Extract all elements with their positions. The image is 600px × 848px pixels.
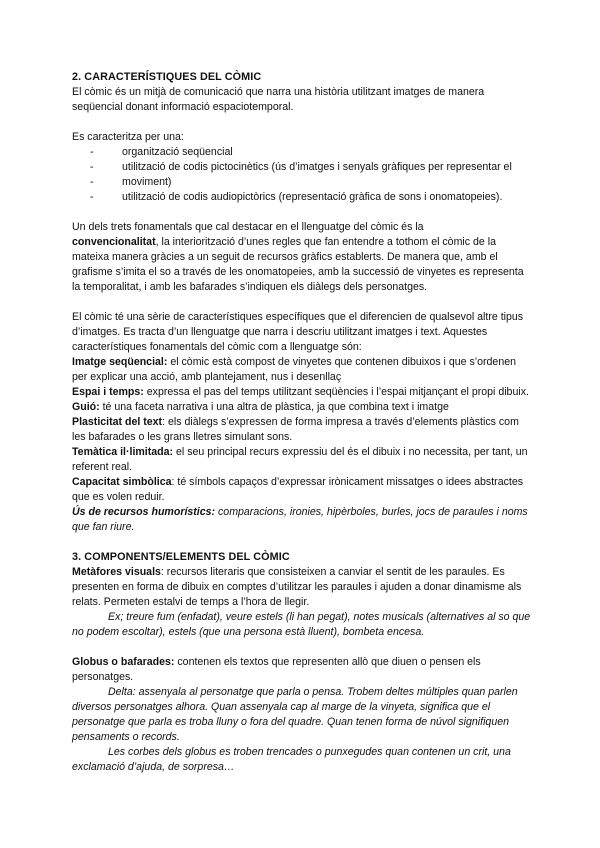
feature-term: Espai i temps: [72,386,144,398]
metafores-text: : recursos literaris que consisteixen a canviar el sentit de les paraules. Es presenten en forma de dibuix en comptes d’utilitzar les paraules i ajuden a donar dinamisme als relats. Permeten estalvi de temps a l’hora de llegir. [72,566,522,608]
list-item: - utilització de codis audiopictòrics (representació gràfica de sons i onomatopeies). [72,190,532,205]
feature-term: Temàtica il·limitada: [72,446,174,458]
feature-term: Ús de recursos humorístics: [72,506,216,518]
feature-item [72,415,532,445]
feature-item-humor [72,505,532,535]
convencionalitat-paragraph [72,220,532,295]
delta-paragraph: Delta: assenyala al personatge que parla o pensa. Trobem deltes múltiples quan parlen diversos personatges alhora. Quan assenyala cap al marge de la vinyeta, significa que el personatge que parla es troba lluny o fora del quadre. Quan tenen forma de núvol signifiquen pensaments o records. [72,686,518,743]
metafores-paragraph [72,565,532,610]
metafores-term: Metàfores visuals [72,566,161,578]
feature-term: Capacitat simbòlica [72,476,172,488]
globus-term: Globus o bafarades: [72,656,175,668]
document-body [72,70,532,775]
characteristics-list [72,145,532,205]
feature-term: Imatge seqüencial: [72,356,168,368]
feature-item [72,400,532,415]
section-2-intro: El còmic és un mitjà de comunicació que narra una història utilitzant imatges de manera seqüencial donant informació espaciotemporal. [72,86,485,113]
feature-text: el seu principal recurs expressiu del és el dibuix i no necessita, per tant, un referent real. [72,446,528,473]
list-item: - utilització de codis pictocinètics (ús d’imatges i senyals gràfiques per representar el [72,160,532,175]
section-3-title: 3. COMPONENTS/ELEMENTS DEL CÒMIC [72,551,290,563]
convencionalitat-term: convencionalitat [72,236,156,248]
corbes-paragraph: Les corbes dels globus es troben trencades o punxegudes quan contenen un crit, una exclamació d’ajuda, de sorpresa… [72,746,511,773]
list-item-continuation: - moviment) [72,175,532,190]
feature-term: Plasticitat del text [72,416,163,428]
para-text: Un dels trets fonamentals que cal destacar en el llenguatge del còmic és la [72,221,424,233]
globus-paragraph [72,655,532,685]
feature-text: : té símbols capaços d’expressar irònicament missatges o idees abstractes que es volen reduir. [72,476,524,503]
feature-text: : els diàlegs s’expressen de forma impresa a través d’elements plàstics com les bafarades o les grans lletres simulant sons. [72,416,519,443]
section-2-title: 2. CARACTERÍSTIQUES DEL CÒMIC [72,71,262,83]
feature-term: Guió: [72,401,100,413]
characterized-by-text: Es caracteritza per una: [72,131,184,143]
feature-item [72,385,532,400]
para-text: , la interiorització d’unes regles que fan entendre a tothom el còmic de la mateixa manera gràcies a un seguit de recursos gràfics establerts. De manera que, amb el grafisme s’imita el so a través de les onomatopeies, amb la successió de vinyetes es representa la temporalitat, i amb les bafarades s’indiquen els diàlegs dels personatges. [72,236,524,293]
list-item: - organització seqüencial [72,145,532,160]
globus-text: contenen els textos que representen allò que diuen o pensen els personatges. [72,656,481,683]
feature-text: el còmic està compost de vinyetes que contenen dibuixos i que s’ordenen per explicar una acció, amb plantejament, nus i desenllaç [72,356,517,383]
feature-text: comparacions, ironies, hipèrboles, burles, jocs de paraules i noms que fan riure. [72,506,528,533]
feature-item [72,445,532,475]
feature-item [72,475,532,505]
feature-text: expressa el pas del temps utilitzant seqüències i l’espai mitjançant el propi dibuix. [143,386,529,398]
feature-item [72,355,532,385]
feature-text: té una faceta narrativa i una altra de plàstica, ja que combina text i imatge [99,401,449,413]
features-intro-paragraph: El còmic té una sèrie de característiques específiques que el diferencien de qualsevol altre tipus d’imatges. Es tracta d’un llenguatge que narra i descriu utilitzant imatges i text. Aquestes característiques fonamentals del còmic com a llenguatge són: [72,311,524,353]
metafores-example: Ex; treure fum (enfadat), veure estels (li han pegat), notes musicals (alternatives al so que no podem escoltar), estels (que una persona està lluent), bombeta encesa. [72,611,531,638]
